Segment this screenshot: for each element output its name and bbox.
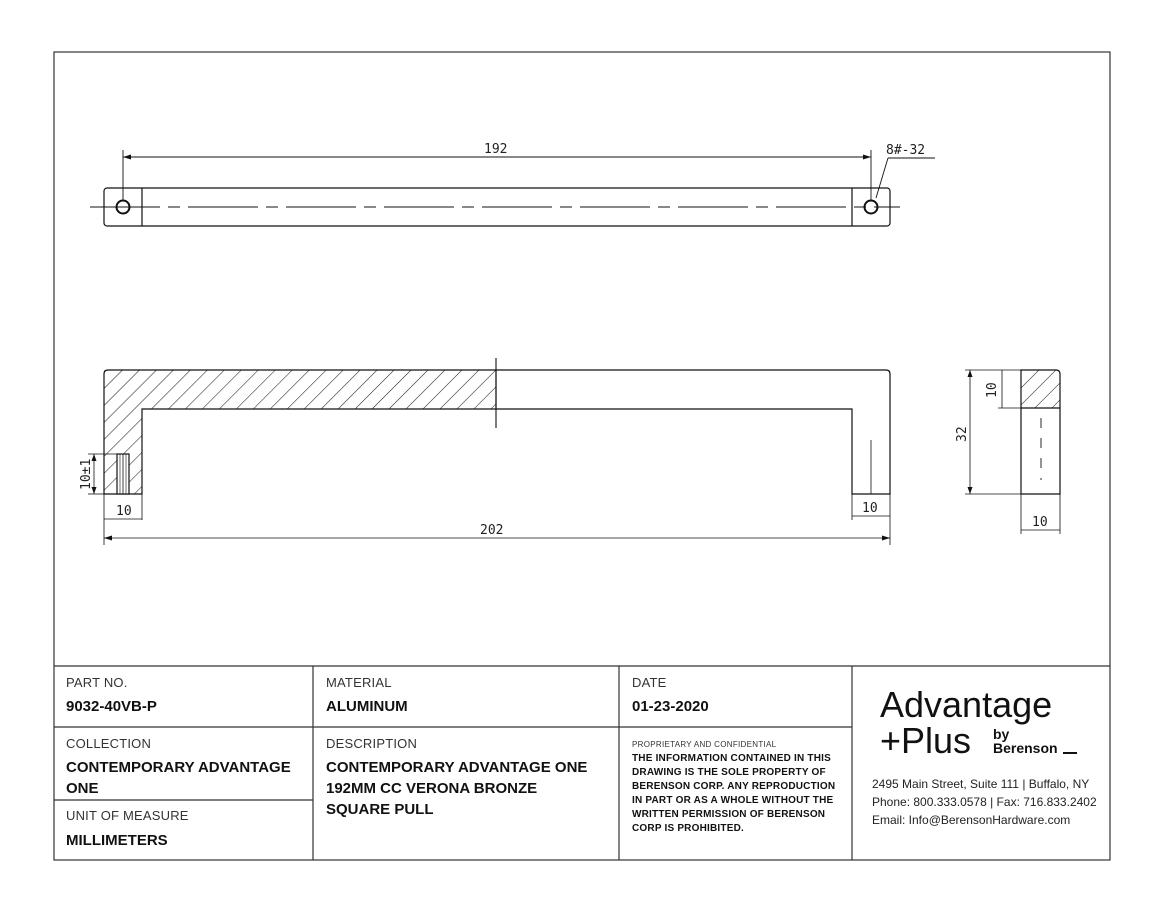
- brand-address: 2495 Main Street, Suite 111 | Buffalo, NY: [872, 777, 1090, 791]
- material-value: ALUMINUM: [326, 698, 408, 715]
- description-value: CONTEMPORARY ADVANTAGE ONE 192MM CC VERONA BRONZE SQUARE PULL: [326, 759, 588, 818]
- dim-202: 202: [480, 523, 504, 538]
- brand-line1: Advantage: [880, 684, 1053, 725]
- hole-leader: [876, 158, 888, 198]
- collection-value: CONTEMPORARY ADVANTAGE ONE: [66, 759, 291, 797]
- collection-label: COLLECTION: [66, 736, 152, 751]
- description-label: DESCRIPTION: [326, 736, 418, 751]
- proprietary-heading: PROPRIETARY AND CONFIDENTIAL: [632, 740, 777, 749]
- top-view: [90, 150, 935, 226]
- dim-end-width-10: 10: [1032, 515, 1048, 530]
- part-no-label: PART NO.: [66, 675, 128, 690]
- brand-email: Email: Info@BerensonHardware.com: [872, 813, 1071, 827]
- brand-by: by: [993, 726, 1010, 742]
- dim-side-right-10: 10: [862, 501, 878, 516]
- proprietary-text: THE INFORMATION CONTAINED IN THIS DRAWING IS THE SOLE PROPERTY OF BERENSON CORP. ANY REPRODUCTION IN PART OR AS A WHOLE WITHOUT THE WRITTEN PERMISSION OF BERENSON CORP IS PROHIBITED.: [632, 753, 836, 834]
- date-value: 01-23-2020: [632, 698, 709, 715]
- dim-192: 192: [484, 142, 508, 157]
- brand-phone: Phone: 800.333.0578 | Fax: 716.833.2402: [872, 795, 1097, 809]
- brand-company: Berenson: [993, 740, 1058, 756]
- brand-underline: [1063, 752, 1077, 754]
- side-view: [88, 358, 890, 545]
- brand-line2: +Plus: [880, 720, 972, 761]
- part-no-value: 9032-40VB-P: [66, 698, 157, 715]
- end-view: [965, 370, 1060, 534]
- dim-32: 32: [955, 426, 970, 442]
- dim-end-top-10: 10: [985, 382, 1000, 398]
- end-hatch: [1021, 370, 1060, 408]
- unit-label: UNIT OF MEASURE: [66, 808, 189, 823]
- dim-10pm1: 10±1: [79, 458, 94, 490]
- hole-callout: 8#-32: [886, 143, 926, 158]
- dim-side-left-10: 10: [116, 504, 132, 519]
- date-label: DATE: [632, 675, 667, 690]
- section-hatch: [104, 370, 496, 494]
- unit-value: MILLIMETERS: [66, 832, 168, 849]
- material-label: MATERIAL: [326, 675, 392, 690]
